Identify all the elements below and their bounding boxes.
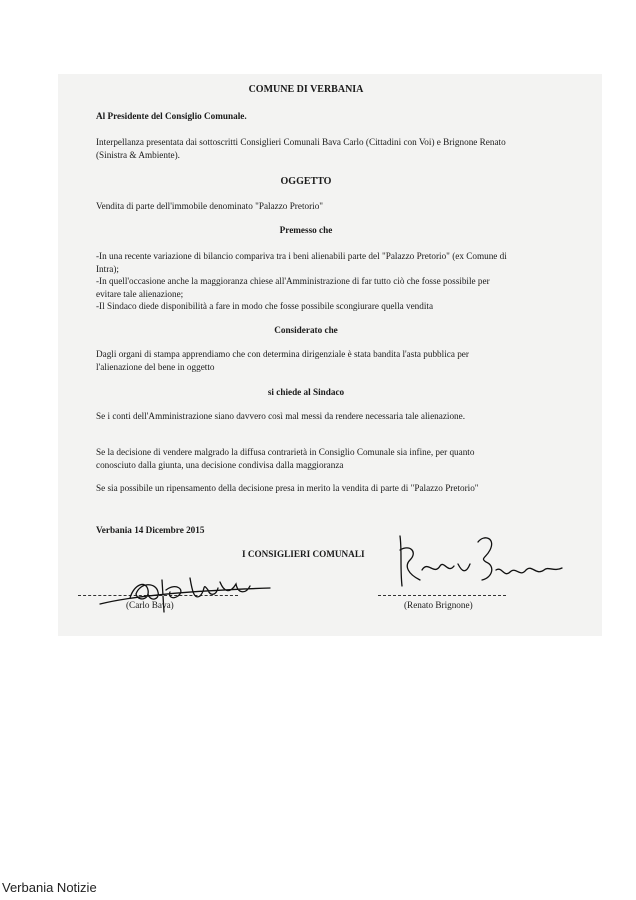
footer-source: Verbania Notizie	[2, 880, 97, 895]
premise-list	[96, 250, 516, 313]
request-item: Se i conti dell'Amministrazione siano davvero così mal messi da rendere necessaria tale alienazione.	[96, 411, 466, 421]
premise-item: -In una recente variazione di bilancio compariva tra i beni alienabili parte del "Palazzo Pretorio" (ex Comune di Intra);	[96, 251, 507, 274]
premise-item: -In quell'occasione anche la maggioranza chiese all'Amministrazione di far tutto ciò che fosse possibile per evitare tale alienazione;	[96, 276, 490, 299]
signer-name-right: (Renato Brignone)	[404, 600, 473, 610]
premise-item: -Il Sindaco diede disponibilità a fare in modo che fosse possibile scongiurare quella vendita	[96, 301, 434, 311]
subject-text: Vendita di parte dell'immobile denominato "Palazzo Pretorio"	[96, 201, 324, 211]
request-item: Se la decisione di vendere malgrado la diffusa contrarietà in Consiglio Comunale sia infine, per quanto conosciuto dalla giunta, una decisione condivisa dalla maggioranza	[96, 447, 475, 470]
document-heading: COMUNE DI VERBANIA	[248, 84, 364, 95]
subject-heading: OGGETTO	[280, 176, 332, 187]
signatories-heading: I CONSIGLIERI COMUNALI	[242, 549, 365, 559]
signature-carlo-bava	[90, 560, 280, 620]
request-item: Se sia possibile un ripensamento della decisione presa in merito la vendita di parte di "Palazzo Pretorio"	[96, 483, 479, 493]
recipient: Al Presidente del Consiglio Comunale.	[96, 111, 247, 121]
signer-name-left: (Carlo Bava)	[126, 600, 174, 610]
considered-text: Dagli organi di stampa apprendiamo che con determina dirigenziale è stata bandita l'asta pubblica per l'alienazione del bene in oggetto	[96, 349, 469, 372]
intro-paragraph: Interpellanza presentata dai sottoscritti Consiglieri Comunali Bava Carlo (Cittadini con Voi) e Brignone Renato (Sinistra & Ambiente).	[96, 137, 506, 160]
signature-renato-brignone	[392, 530, 572, 610]
considered-heading: Considerato che	[274, 325, 338, 335]
request-heading: si chiede al Sindaco	[267, 387, 345, 397]
premise-heading: Premesso che	[279, 225, 333, 235]
document-date: Verbania 14 Dicembre 2015	[96, 525, 205, 535]
